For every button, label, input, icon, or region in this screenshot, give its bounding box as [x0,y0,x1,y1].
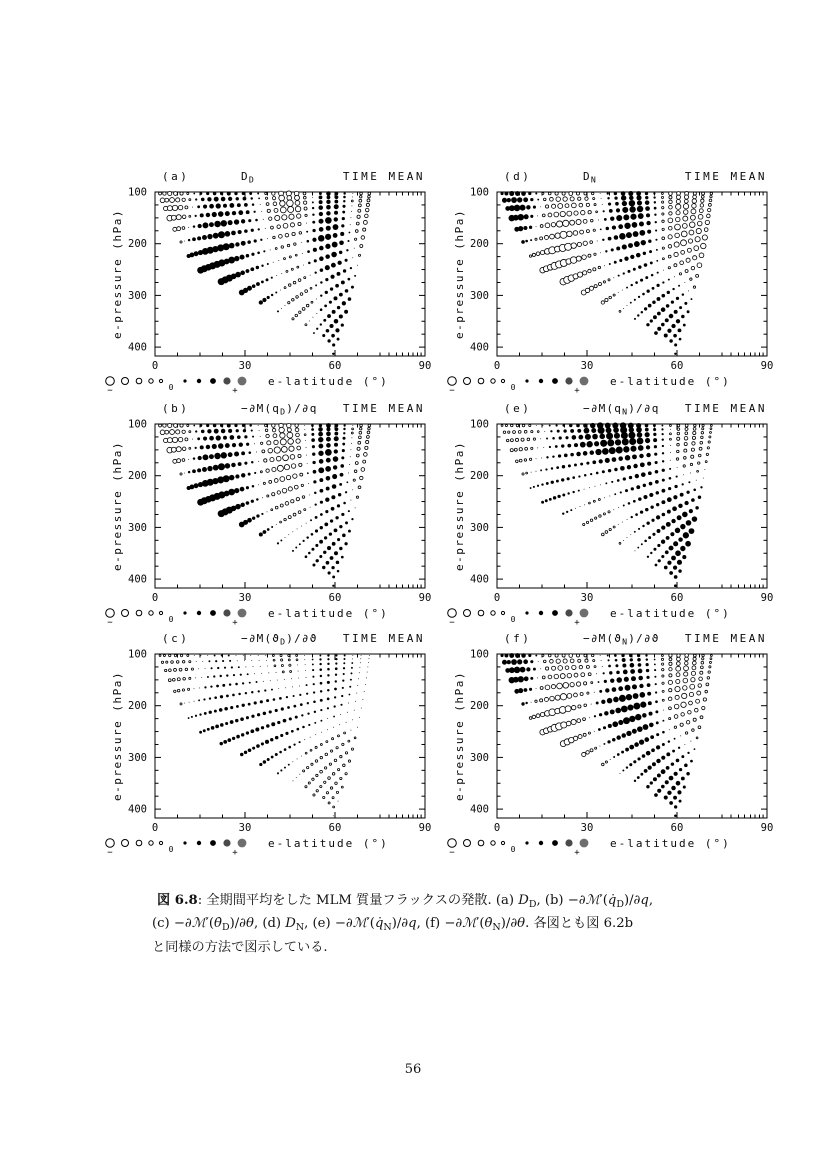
panel-a-title: $D_D$ [241,170,255,185]
y-tick-label: 300 [128,751,147,764]
legend-filled-circle [183,611,186,614]
panel-c [105,620,450,860]
legend-filled-circle [539,841,543,845]
panel-d-title: $D_N$ [583,170,597,185]
dot-field [159,654,370,816]
y-tick-label: 100 [470,186,489,199]
panel-d-index: (d) [504,170,532,183]
x-tick-label: 60 [670,592,684,604]
y-tick-label: 100 [470,648,489,661]
legend-open-circle [122,610,129,617]
legend-open-circle [159,841,162,844]
legend-filled-circle [223,839,230,846]
panel-e-title: $-\partial M(q_N)/\partial q$ [583,402,660,417]
legend-open-circle [159,379,162,382]
y-tick-label: 400 [128,573,147,586]
legend-open-circle [122,378,129,385]
panel-e-svg [447,390,792,630]
legend-open-circle [501,379,504,382]
x-tick-label: 90 [760,360,774,372]
time-mean-label: TIME MEAN [342,632,425,645]
panel-b-index: (b) [162,402,190,415]
legend-filled-circle [552,840,558,846]
x-tick-label: 60 [328,592,342,604]
panel-b [105,390,450,630]
legend-minus-label: − [449,848,455,858]
legend-open-circle [448,377,457,386]
legend-filled-circle [197,841,201,845]
legend-plus-label: + [574,848,580,858]
legend-filled-circle [223,609,230,616]
legend-filled-circle [197,611,201,615]
panel-b-title: $-\partial M(q_D)/\partial q$ [241,402,318,417]
x-axis-label: e-latitude (°) [268,837,389,850]
legend-filled-circle [210,840,216,846]
y-axis-label: e-pressure (hPa) [453,671,466,801]
legend-plus-label: + [574,386,580,396]
panel-d-svg [447,158,792,398]
legend-open-circle [136,610,142,616]
legend-filled-circle [565,839,572,846]
legend-zero-label: 0 [510,615,516,624]
legend-open-circle [106,839,115,848]
x-tick-label: 30 [238,822,252,834]
y-axis-label: e-pressure (hPa) [453,441,466,571]
legend-minus-label: − [107,386,113,396]
legend-filled-circle [539,611,543,615]
legend-filled-circle [238,377,247,386]
y-tick-label: 200 [128,470,147,483]
legend-open-circle [464,378,471,385]
y-tick-label: 200 [470,470,489,483]
x-axis-label: e-latitude (°) [268,375,389,388]
legend-open-circle [478,840,484,846]
time-mean-label: TIME MEAN [684,402,767,415]
panel-e [447,390,792,630]
legend-minus-label: − [449,386,455,396]
legend-filled-circle [238,839,247,848]
panel-c-index: (c) [162,632,190,645]
panel-a-index: (a) [162,170,190,183]
legend-filled-circle [210,378,216,384]
legend-open-circle [491,841,495,845]
legend-filled-circle [580,609,589,618]
panel-a-svg [105,158,450,398]
y-tick-label: 100 [470,418,489,431]
legend-filled-circle [183,841,186,844]
panel-c-title: $-\partial M(ϑ_D)/\partial ϑ$ [241,632,318,647]
legend-zero-label: 0 [510,845,516,854]
legend-filled-circle [210,610,216,616]
panel-b-svg [105,390,450,630]
y-tick-label: 400 [470,341,489,354]
y-tick-label: 300 [470,751,489,764]
x-axis-label: e-latitude (°) [268,607,389,620]
y-tick-label: 400 [470,573,489,586]
x-tick-label: 90 [418,360,432,372]
time-mean-label: TIME MEAN [342,402,425,415]
x-tick-label: 0 [151,592,159,604]
legend-open-circle [491,379,495,383]
legend-open-circle [464,840,471,847]
legend-filled-circle [223,377,230,384]
y-axis-label: e-pressure (hPa) [111,441,124,571]
legend-minus-label: − [107,618,113,628]
legend-filled-circle [197,379,201,383]
y-tick-label: 300 [128,289,147,302]
y-tick-label: 400 [128,341,147,354]
y-tick-label: 200 [128,238,147,251]
y-axis-label: e-pressure (hPa) [111,209,124,339]
y-tick-label: 400 [128,803,147,816]
x-tick-label: 60 [328,822,342,834]
x-tick-label: 0 [493,822,501,834]
y-axis-label: e-pressure (hPa) [453,209,466,339]
y-tick-label: 200 [128,700,147,713]
legend-minus-label: − [107,848,113,858]
legend-filled-circle [183,379,186,382]
legend-open-circle [106,377,115,386]
legend-filled-circle [552,378,558,384]
legend-open-circle [159,611,162,614]
panel-f-title: $-\partial M(ϑ_N)/\partial ϑ$ [583,632,660,647]
panel-e-index: (e) [504,402,532,415]
x-tick-label: 0 [493,592,501,604]
legend-plus-label: + [232,848,238,858]
legend-filled-circle [525,611,528,614]
legend-filled-circle [525,379,528,382]
dot-field [500,653,712,817]
legend-filled-circle [580,839,589,848]
dot-field [159,191,371,355]
legend-zero-label: 0 [510,383,516,392]
plot-box [155,654,425,818]
legend-filled-circle [539,379,543,383]
legend-plus-label: + [232,618,238,628]
y-tick-label: 100 [128,186,147,199]
caption-line: $(c) -\partial ℳ'(\thetȧ_D)/\partial\theta$, (d) $D_N$, $(e) -\partial ℳ'(q̇_N)/\partial q$, $(f) -\partial ℳ'(\thetȧ_N)/\partial\theta$. 各図とも図 6.2b [152,916,634,934]
legend-open-circle [122,840,129,847]
x-tick-label: 30 [580,592,594,604]
y-tick-label: 200 [470,238,489,251]
panel-d [447,158,792,398]
y-tick-label: 100 [128,648,147,661]
panel-f [447,620,792,860]
x-tick-label: 0 [151,822,159,834]
legend-open-circle [149,841,153,845]
legend-open-circle [448,609,457,618]
x-tick-label: 30 [580,360,594,372]
panel-f-svg [447,620,792,860]
legend-open-circle [136,840,142,846]
x-axis-label: e-latitude (°) [610,607,731,620]
x-tick-label: 90 [418,822,432,834]
y-tick-label: 300 [128,521,147,534]
caption-line: 図 6.8: 全期間平均をした MLM 質量フラックスの発散. (a) $D_D$, $(b) -\partial ℳ'(q̇_D)/\partial q$, [157,893,654,910]
dot-field [500,191,712,355]
panel-c-svg [105,620,450,860]
caption-line: と同様の方法で図示している. [152,939,328,955]
y-tick-label: 400 [470,803,489,816]
x-tick-label: 90 [760,822,774,834]
x-tick-label: 90 [418,592,432,604]
x-tick-label: 60 [670,822,684,834]
legend-filled-circle [552,610,558,616]
dot-field [159,423,371,587]
panel-a [105,158,450,398]
time-mean-label: TIME MEAN [684,170,767,183]
legend-open-circle [136,378,142,384]
legend-open-circle [464,610,471,617]
y-tick-label: 100 [128,418,147,431]
legend-filled-circle [525,841,528,844]
x-tick-label: 30 [238,592,252,604]
legend-filled-circle [580,377,589,386]
legend-open-circle [478,378,484,384]
y-tick-label: 300 [470,289,489,302]
x-tick-label: 30 [238,360,252,372]
legend-plus-label: + [232,386,238,396]
legend-zero-label: 0 [168,383,174,392]
legend-open-circle [501,841,504,844]
legend-open-circle [478,610,484,616]
x-tick-label: 60 [670,360,684,372]
legend-plus-label: + [574,618,580,628]
panel-f-index: (f) [504,632,532,645]
legend-open-circle [491,611,495,615]
x-axis-label: e-latitude (°) [610,837,731,850]
legend-open-circle [448,839,457,848]
y-tick-label: 200 [470,700,489,713]
legend-open-circle [149,611,153,615]
figure-caption [152,891,692,957]
legend-filled-circle [238,609,247,618]
legend-zero-label: 0 [168,845,174,854]
legend-zero-label: 0 [168,615,174,624]
x-tick-label: 30 [580,822,594,834]
x-tick-label: 0 [493,360,501,372]
x-tick-label: 0 [151,360,159,372]
legend-open-circle [149,379,153,383]
legend-open-circle [501,611,504,614]
page-number: 56 [404,1062,422,1077]
x-tick-label: 90 [760,592,774,604]
dot-field [501,422,712,587]
legend-open-circle [106,609,115,618]
legend-filled-circle [565,377,572,384]
x-tick-label: 60 [328,360,342,372]
legend-filled-circle [565,609,572,616]
legend-minus-label: − [449,618,455,628]
time-mean-label: TIME MEAN [684,632,767,645]
y-axis-label: e-pressure (hPa) [111,671,124,801]
x-axis-label: e-latitude (°) [610,375,731,388]
time-mean-label: TIME MEAN [342,170,425,183]
y-tick-label: 300 [470,521,489,534]
